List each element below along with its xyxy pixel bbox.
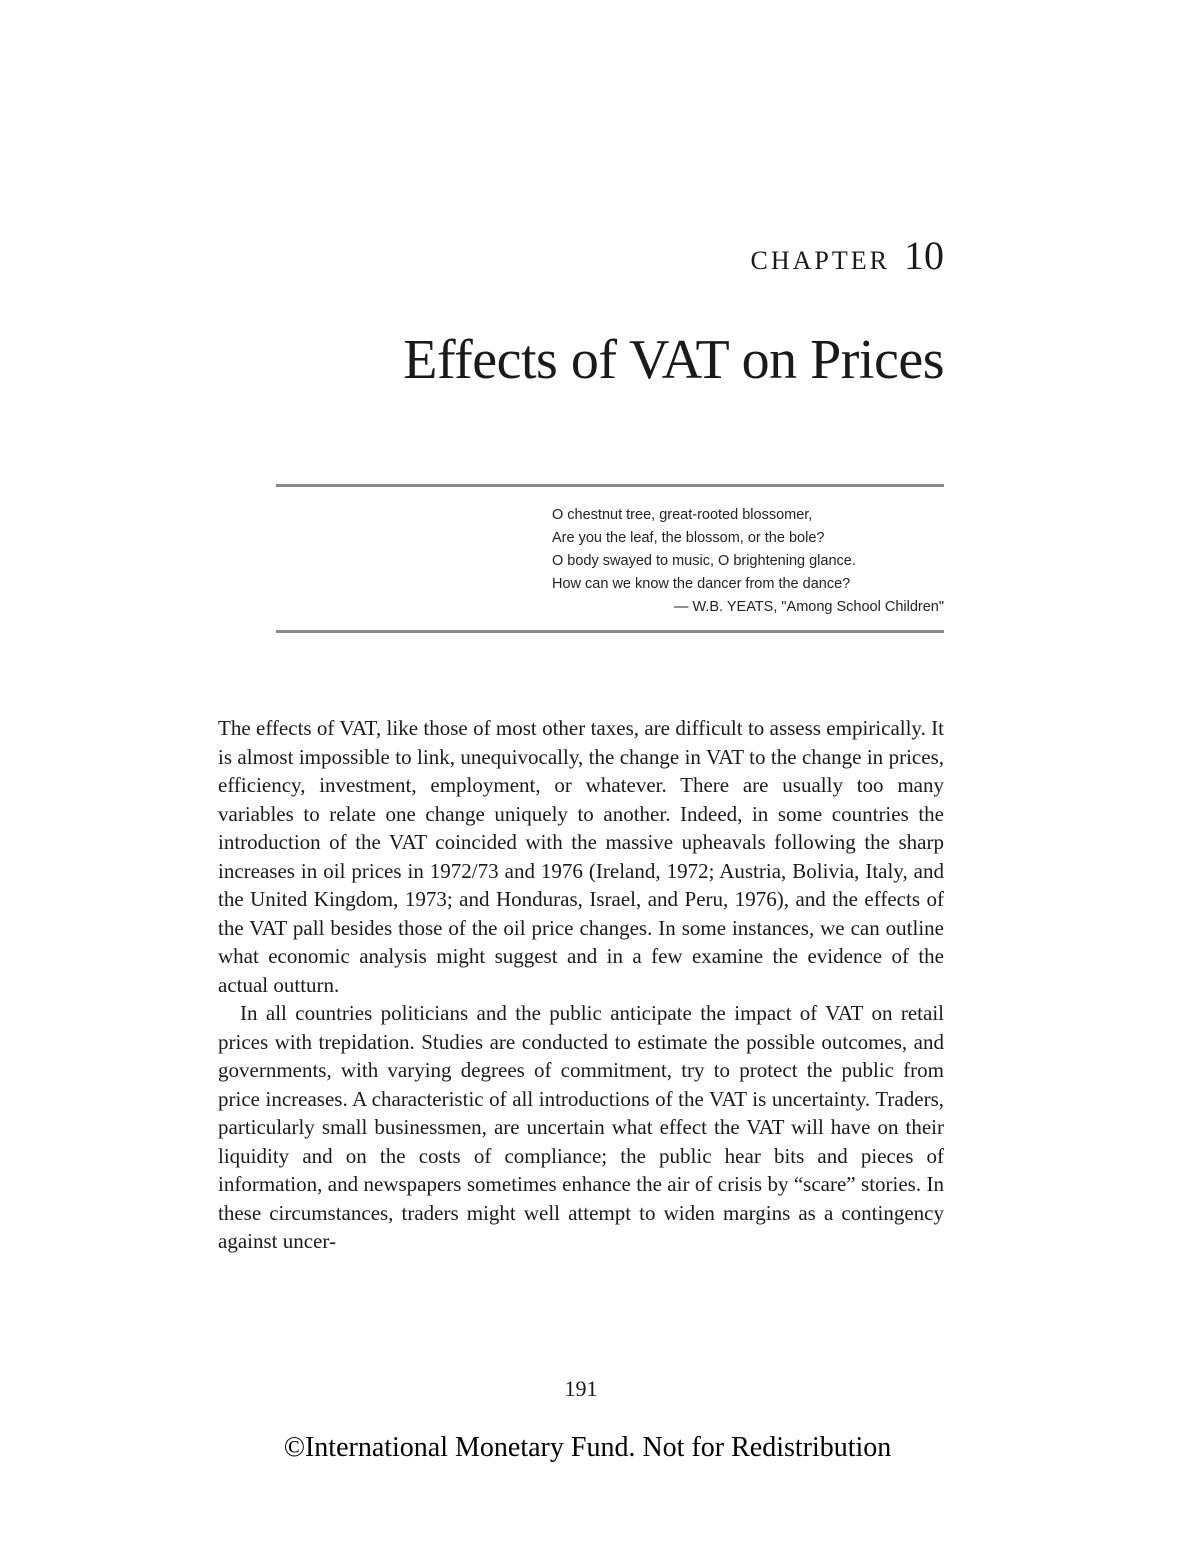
chapter-label: [751, 232, 944, 279]
epigraph-top-rule: [276, 484, 944, 487]
epigraph-line: How can we know the dancer from the dance?: [552, 576, 851, 592]
epigraph-line: Are you the leaf, the blossom, or the bole?: [552, 530, 825, 546]
page-number: 191: [564, 1376, 598, 1401]
chapter-number: 10: [904, 233, 944, 278]
chapter-title: Effects of VAT on Prices: [403, 329, 944, 391]
epigraph-bottom-rule: [276, 630, 944, 633]
body-paragraph: The effects of VAT, like those of most other taxes, are difficult to assess empirically. It is almost impossible to link, unequivocally, the change in VAT to the change in prices, efficiency, investment, employment, or whatever. There are usually too many variables to relate one change uniquely to another. Indeed, in some countries the introduction of the VAT coincided with the massive upheavals following the sharp increases in oil prices in 1972/73 and 1976 (Ireland, 1972; Austria, Bolivia, Italy, and the United Kingdom, 1973; and Honduras, Israel, and Peru, 1976), and the effects of the VAT pall besides those of the oil price changes. In some instances, we can outline what economic analysis might suggest and in a few examine the evidence of the actual outturn.: [218, 716, 944, 997]
chapter-word: CHAPTER: [750, 246, 890, 275]
body-text: [218, 714, 944, 1256]
body-paragraph: In all countries politicians and the public anticipate the impact of VAT on retail prices with trepidation. Studies are conducted to estimate the possible outcomes, and governments, with varying degrees of commitment, try to protect the public from price increases. A characteristic of all introductions of the VAT is uncertainty. Traders, particularly small businessmen, are uncertain what effect the VAT will have on their liquidity and on the costs of compliance; the public hear bits and pieces of information, and newspapers sometimes enhance the air of crisis by “scare” stories. In these circumstances, traders might well attempt to widen margins as a contingency against uncer-: [218, 1001, 944, 1253]
epigraph-line: O body swayed to music, O brightening glance.: [552, 553, 856, 569]
copyright-notice: ©International Monetary Fund. Not for Redistribution: [283, 1432, 892, 1463]
epigraph-line: O chestnut tree, great-rooted blossomer,: [552, 507, 813, 523]
epigraph-attribution: — W.B. YEATS, "Among School Children": [673, 599, 944, 615]
epigraph: [552, 504, 944, 619]
